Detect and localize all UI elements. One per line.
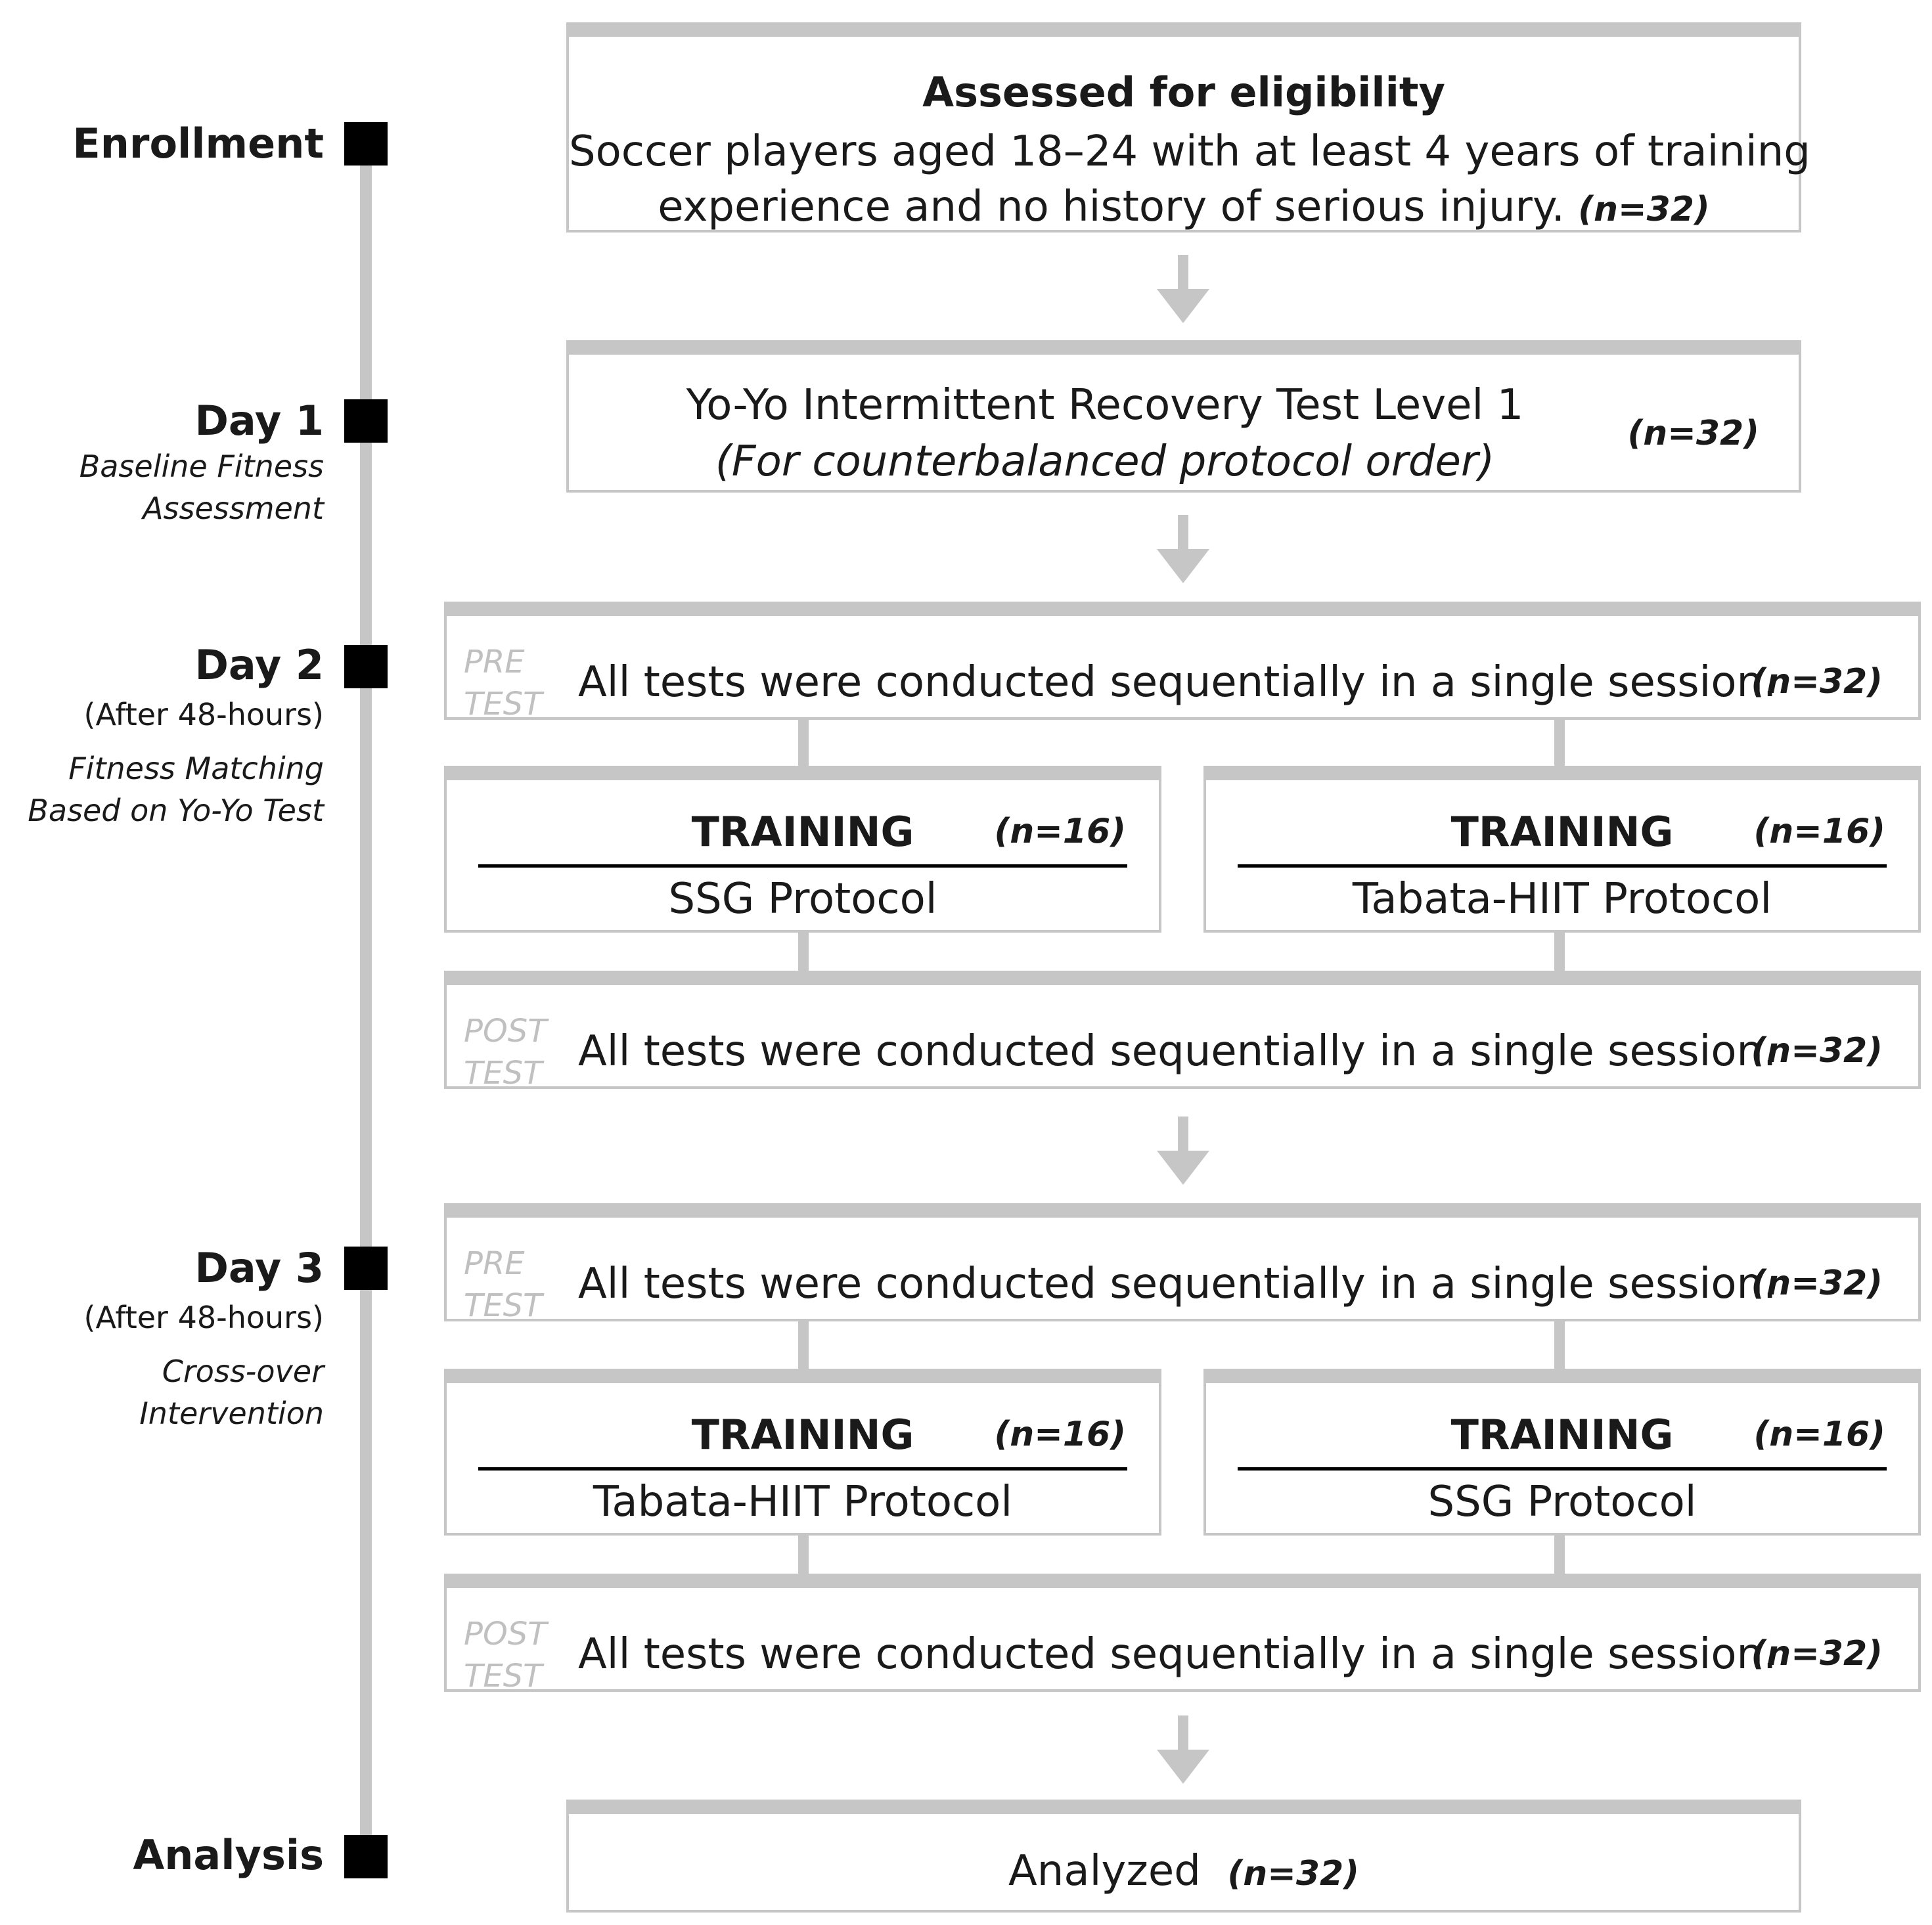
eligibility-line1: Soccer players aged 18–24 with at least 4 years of training: [569, 127, 1810, 176]
day2-training-right-box: [1203, 766, 1921, 933]
day3-posttest-n: (n=32): [1751, 1634, 1883, 1673]
eligibility-title: Assessed for eligibility: [922, 68, 1445, 116]
arrow-down-icon: [1154, 255, 1213, 327]
connector-line: [798, 1320, 809, 1371]
day3-pretest-box: [444, 1203, 1921, 1324]
day3-pretest-text: All tests were conducted sequentially in a single session.: [578, 1260, 1777, 1308]
day2-left-heading: TRAINING: [691, 808, 914, 856]
day2-right-heading: TRAINING: [1450, 808, 1674, 856]
connector-line: [798, 719, 809, 770]
yoyo-n: (n=32): [1627, 414, 1759, 453]
timeline-enrollment: [72, 121, 324, 167]
day3-left-heading: TRAINING: [691, 1411, 914, 1459]
analysis-row: [569, 1847, 1799, 1895]
timeline-day3: [84, 1245, 324, 1434]
day3-right-heading: TRAINING: [1450, 1411, 1674, 1459]
day2-posttest-n: (n=32): [1751, 1031, 1883, 1071]
day3-sub: (After 48-hours): [83, 1300, 324, 1335]
day2-posttest-box: [444, 971, 1921, 1092]
day3-note-line1: Cross-over: [162, 1354, 324, 1389]
day2-right-protocol: Tabata-HIIT Protocol: [1352, 875, 1772, 923]
day3-label: Day 3: [194, 1244, 324, 1292]
day3-training-right-box: [1203, 1369, 1921, 1536]
day3-training-left-box: [444, 1369, 1161, 1536]
day2-training-left-box: [444, 766, 1161, 933]
eligibility-line2: experience and no history of serious injury.: [658, 183, 1565, 231]
analysis-n: (n=32): [1227, 1854, 1359, 1893]
day3-right-n: (n=16): [1753, 1415, 1885, 1454]
timeline-day1: [79, 398, 324, 529]
day2-left-n: (n=16): [994, 812, 1126, 851]
day3-note-line2: Intervention: [139, 1396, 324, 1431]
day3-left-protocol: Tabata-HIIT Protocol: [593, 1478, 1013, 1526]
pretest-tag: PRE TEST: [464, 644, 543, 722]
day3-pretest-n: (n=32): [1751, 1264, 1883, 1303]
pretest-tag: PRE TEST: [464, 1245, 543, 1324]
day3-posttest-box: [444, 1574, 1921, 1692]
yoyo-line2: (For counterbalanced protocol order): [715, 437, 1495, 486]
eligibility-line2-row: [569, 183, 1799, 231]
arrow-down-icon: [1154, 1715, 1213, 1788]
timeline-day2: [28, 642, 324, 831]
yoyo-box: [566, 340, 1801, 493]
day2-marker: [344, 645, 388, 688]
connector-line: [1554, 719, 1565, 770]
day2-pretest-text: All tests were conducted sequentially in a single session.: [578, 658, 1777, 707]
day2-pretest-n: (n=32): [1751, 662, 1883, 701]
divider: [1238, 1467, 1887, 1471]
divider: [1238, 864, 1887, 868]
day2-right-n: (n=16): [1753, 812, 1885, 851]
analysis-marker: [344, 1835, 388, 1878]
day1-note-line2: Assessment: [143, 491, 324, 526]
day1-marker: [344, 399, 388, 443]
divider: [478, 1467, 1127, 1471]
day3-marker: [344, 1247, 388, 1290]
eligibility-n: (n=32): [1578, 190, 1710, 229]
arrow-down-icon: [1154, 1117, 1213, 1189]
day2-posttest-text: All tests were conducted sequentially in a single session.: [578, 1027, 1777, 1076]
day1-label: Day 1: [194, 397, 324, 445]
day2-label: Day 2: [194, 641, 324, 689]
day2-left-protocol: SSG Protocol: [668, 875, 937, 923]
enrollment-label: Enrollment: [72, 120, 324, 167]
day1-note-line1: Baseline Fitness: [79, 449, 324, 484]
divider: [478, 864, 1127, 868]
analysis-text: Analyzed: [1008, 1847, 1201, 1895]
posttest-tag: POST TEST: [464, 1616, 547, 1694]
day3-posttest-text: All tests were conducted sequentially in a single session.: [578, 1630, 1777, 1679]
timeline-analysis: [133, 1832, 324, 1878]
analysis-box: [566, 1800, 1801, 1913]
day2-note-line1: Fitness Matching: [68, 751, 324, 786]
day2-sub: (After 48-hours): [83, 697, 324, 732]
analysis-label: Analysis: [133, 1831, 324, 1879]
posttest-tag: POST TEST: [464, 1013, 547, 1092]
connector-line: [1554, 1320, 1565, 1371]
day3-left-n: (n=16): [994, 1415, 1126, 1454]
yoyo-line1: Yo-Yo Intermittent Recovery Test Level 1: [686, 381, 1524, 430]
day2-note-line2: Based on Yo-Yo Test: [28, 793, 324, 828]
day3-right-protocol: SSG Protocol: [1427, 1478, 1697, 1526]
enrollment-marker: [344, 122, 388, 166]
arrow-down-icon: [1154, 515, 1213, 587]
eligibility-box: [566, 22, 1810, 232]
day2-pretest-box: [444, 602, 1921, 720]
